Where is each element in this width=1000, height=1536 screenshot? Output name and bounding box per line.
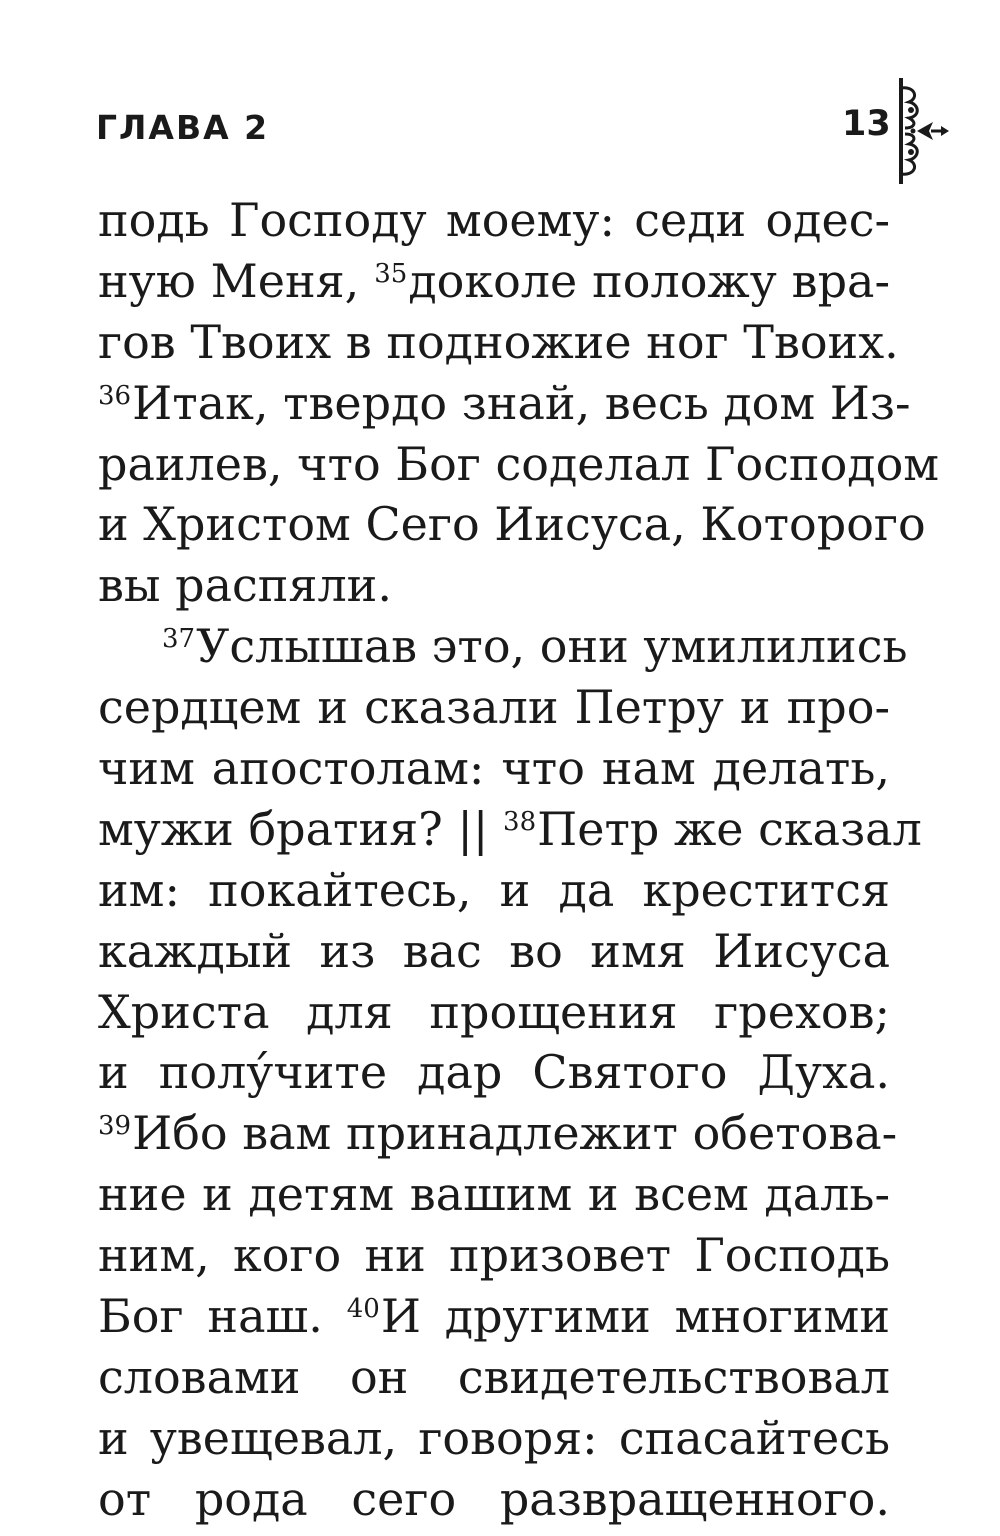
text-line — [98, 434, 940, 495]
text-run: ную Меня, — [98, 253, 375, 308]
text-run: Ибо вам принадлежит обетова- — [132, 1106, 898, 1161]
text-line — [98, 190, 890, 251]
text-run: И другими многими — [380, 1289, 890, 1344]
text-run: подь Господу моему: седи одес- — [98, 193, 890, 247]
text-line — [98, 1469, 890, 1530]
text-run: ним, кого ни призовет Господь — [98, 1228, 890, 1283]
text-run: мужи братия? || — [98, 801, 504, 856]
text-line — [98, 1103, 898, 1164]
text-run: Петр же сказал — [537, 801, 922, 856]
verse-number: 40 — [346, 1294, 380, 1325]
text-line — [98, 312, 899, 373]
text-run: Бог наш. — [98, 1289, 347, 1344]
page-number: 13 — [842, 104, 891, 144]
text-run: им: покайтесь, и да крестится — [98, 862, 890, 917]
verse-number: 35 — [374, 258, 408, 289]
text-line — [98, 677, 890, 738]
scripture-text — [98, 190, 940, 1530]
text-line — [98, 1042, 890, 1103]
text-line — [98, 251, 890, 312]
text-line — [98, 1164, 890, 1225]
text-line — [98, 373, 911, 434]
text-run: словами он свидетельствовал — [98, 1349, 890, 1404]
text-run: сердцем и сказали Петру и про- — [98, 680, 890, 735]
text-line — [98, 1286, 890, 1347]
text-run: раилев, что Бог соделал Господом — [98, 436, 940, 491]
text-run: каждый из вас во имя Иисуса — [98, 923, 890, 978]
text-run: и Христом Сего Иисуса, Которого — [98, 497, 926, 552]
text-run: вы распяли. — [98, 558, 392, 613]
text-run: доколе положу вра- — [408, 253, 890, 308]
text-run: Христа для прощения грехов; — [98, 984, 890, 1039]
verse-number: 39 — [98, 1111, 132, 1142]
text-run: гов Твоих в подножие ног Твоих. — [98, 314, 899, 369]
chapter-heading: ГЛАВА 2 — [96, 108, 270, 147]
text-line — [98, 1225, 890, 1286]
text-line — [98, 738, 890, 799]
text-line — [98, 799, 922, 860]
verse-number: 38 — [503, 806, 537, 837]
verse-number: 36 — [98, 380, 132, 411]
text-line — [98, 494, 926, 555]
text-run: от рода сего развращенного. — [98, 1471, 890, 1526]
text-run: Итак, твердо знай, весь дом Из- — [132, 375, 911, 430]
text-line — [98, 616, 908, 677]
text-line — [98, 921, 890, 982]
text-run: и увещевал, говоря: спасайтесь — [98, 1410, 890, 1465]
floral-ornament-icon — [893, 76, 953, 186]
text-line — [98, 555, 890, 616]
text-line — [98, 1408, 890, 1469]
text-line — [98, 982, 890, 1043]
text-run: Услышав это, они умилились — [196, 619, 908, 674]
text-line — [98, 1347, 890, 1408]
text-run: чим апостолам: что нам делать, — [98, 741, 890, 796]
text-run: и полу́чите дар Святого Духа. — [98, 1045, 890, 1100]
text-run: ние и детям вашим и всем даль- — [98, 1167, 890, 1222]
text-line — [98, 860, 890, 921]
verse-number: 37 — [162, 624, 196, 655]
